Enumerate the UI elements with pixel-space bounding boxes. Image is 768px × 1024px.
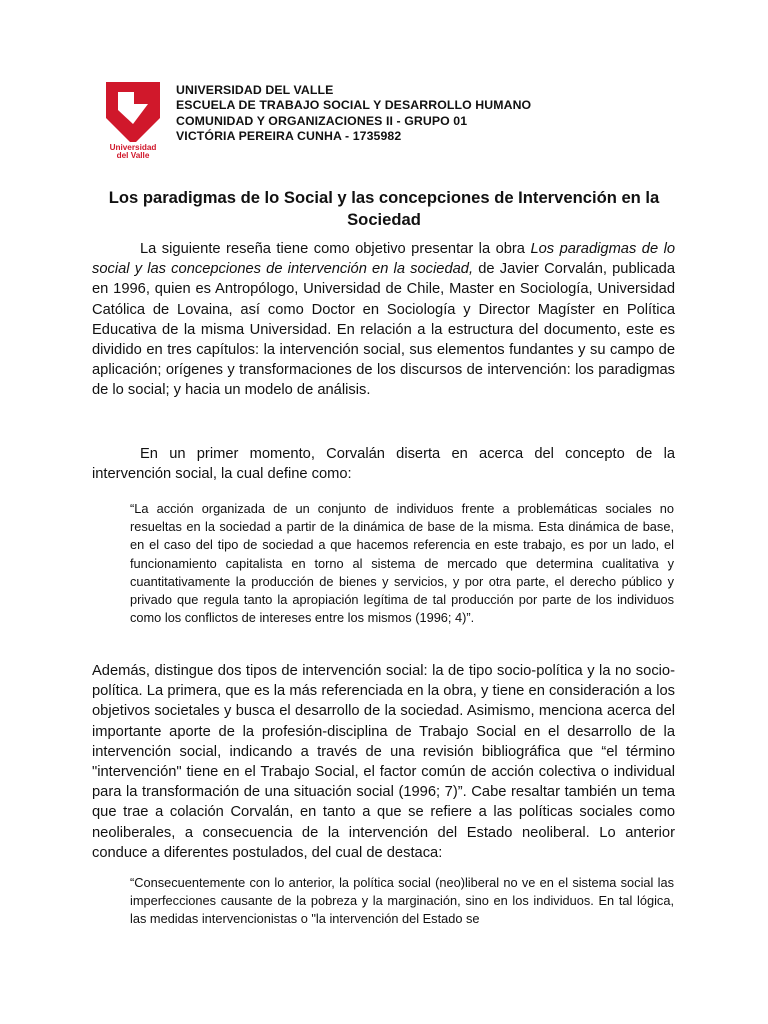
paragraph-intro-c: de Javier Corvalán, publicada en 1996, quien es Antropólogo, Universidad de Chile, Master en Sociología, Universidad Católica de Lovaina, así como Doctor en Sociología y Director Magíster en Política Educativa de la misma Universidad. En relación a la estructura del documento, este es dividido en tres capítulos: la intervención social, sus elementos fundantes y su campo de aplicación; orígenes y transformaciones de los discursos de intervención: los paradigmas de lo social; y hacia un modelo de análisis.: [92, 261, 675, 399]
document-header: [176, 83, 531, 145]
document-title: Los paradigmas de lo Social y las concepciones de Intervención en la Sociedad: [108, 188, 660, 229]
header-author: VICTÓRIA PEREIRA CUNHA - 1735982: [176, 129, 402, 144]
logo-mark: [104, 80, 162, 160]
block-quote-definition: “La acción organizada de un conjunto de individuos frente a problemáticas sociales no resueltas en la sociedad a partir de la dinámica de base de la misma. Esta dinámica de base, en el caso del tipo de sociedad a que hacemos referencia en este trabajo, es por un lado, el funcionamiento capitalista en torno al sistema de mercado que determina cualitativa y cuantitativamente la producción de bienes y servicios, y por otra parte, el derecho público y privado que regula tanto la apropiación legítima de tal producción por parte de los individuos como los conflictos de intereses entre los mismos (1996; 4)”.: [130, 501, 674, 626]
logo-text-line1: Universidad: [109, 143, 157, 152]
header-university: UNIVERSIDAD DEL VALLE: [176, 83, 334, 97]
paragraph-concept: En un primer momento, Corvalán diserta en acerca del concepto de la intervención social, la cual define como:: [92, 446, 675, 483]
logo-text-line2: del Valle: [116, 151, 150, 160]
paragraph-types: Además, distingue dos tipos de intervención social: la de tipo socio-política y la no socio-política. La primera, que es la más referenciada en la obra, y tiene en consideración a los objetivos societales y busca el desarrollo de la sociedad. Asimismo, menciona acerca del importante aporte de la profesión-disciplina de Trabajo Social en el desarrollo de la intervención social, indicando a través de una revisión bibliográfica que “el término "intervención" tiene en el Trabajo Social, el factor común de acción colectiva o individual para la transformación de una situación social (1996; 7)”. Cabe resaltar también un tema que trae a colación Corvalán, en tanto a que se refiere a las políticas sociales como neoliberales, a consecuencia de la intervención del Estado neoliberal. Lo anterior conduce a diferentes postulados, del cual de destaca:: [92, 663, 675, 861]
book-title-italic: Los paradigmas de lo social y las concepciones de intervención en la sociedad,: [92, 241, 676, 278]
paragraph-intro: [92, 239, 675, 401]
block-quote-neoliberal: “Consecuentemente con lo anterior, la política social (neo)liberal no ve en el sistema social las imperfecciones causante de la pobreza y la marginación, sino en los individuos. En tal lógica, las medidas intervencionistas o "la intervención del Estado se: [130, 875, 674, 927]
header-course: COMUNIDAD Y ORGANIZACIONES II - GRUPO 01: [176, 113, 468, 128]
paragraph-intro-a: La siguiente reseña tiene como objetivo presentar la obra: [140, 241, 531, 257]
header-school: ESCUELA DE TRABAJO SOCIAL Y DESARROLLO HUMANO: [176, 98, 532, 113]
university-logo: [104, 80, 162, 160]
